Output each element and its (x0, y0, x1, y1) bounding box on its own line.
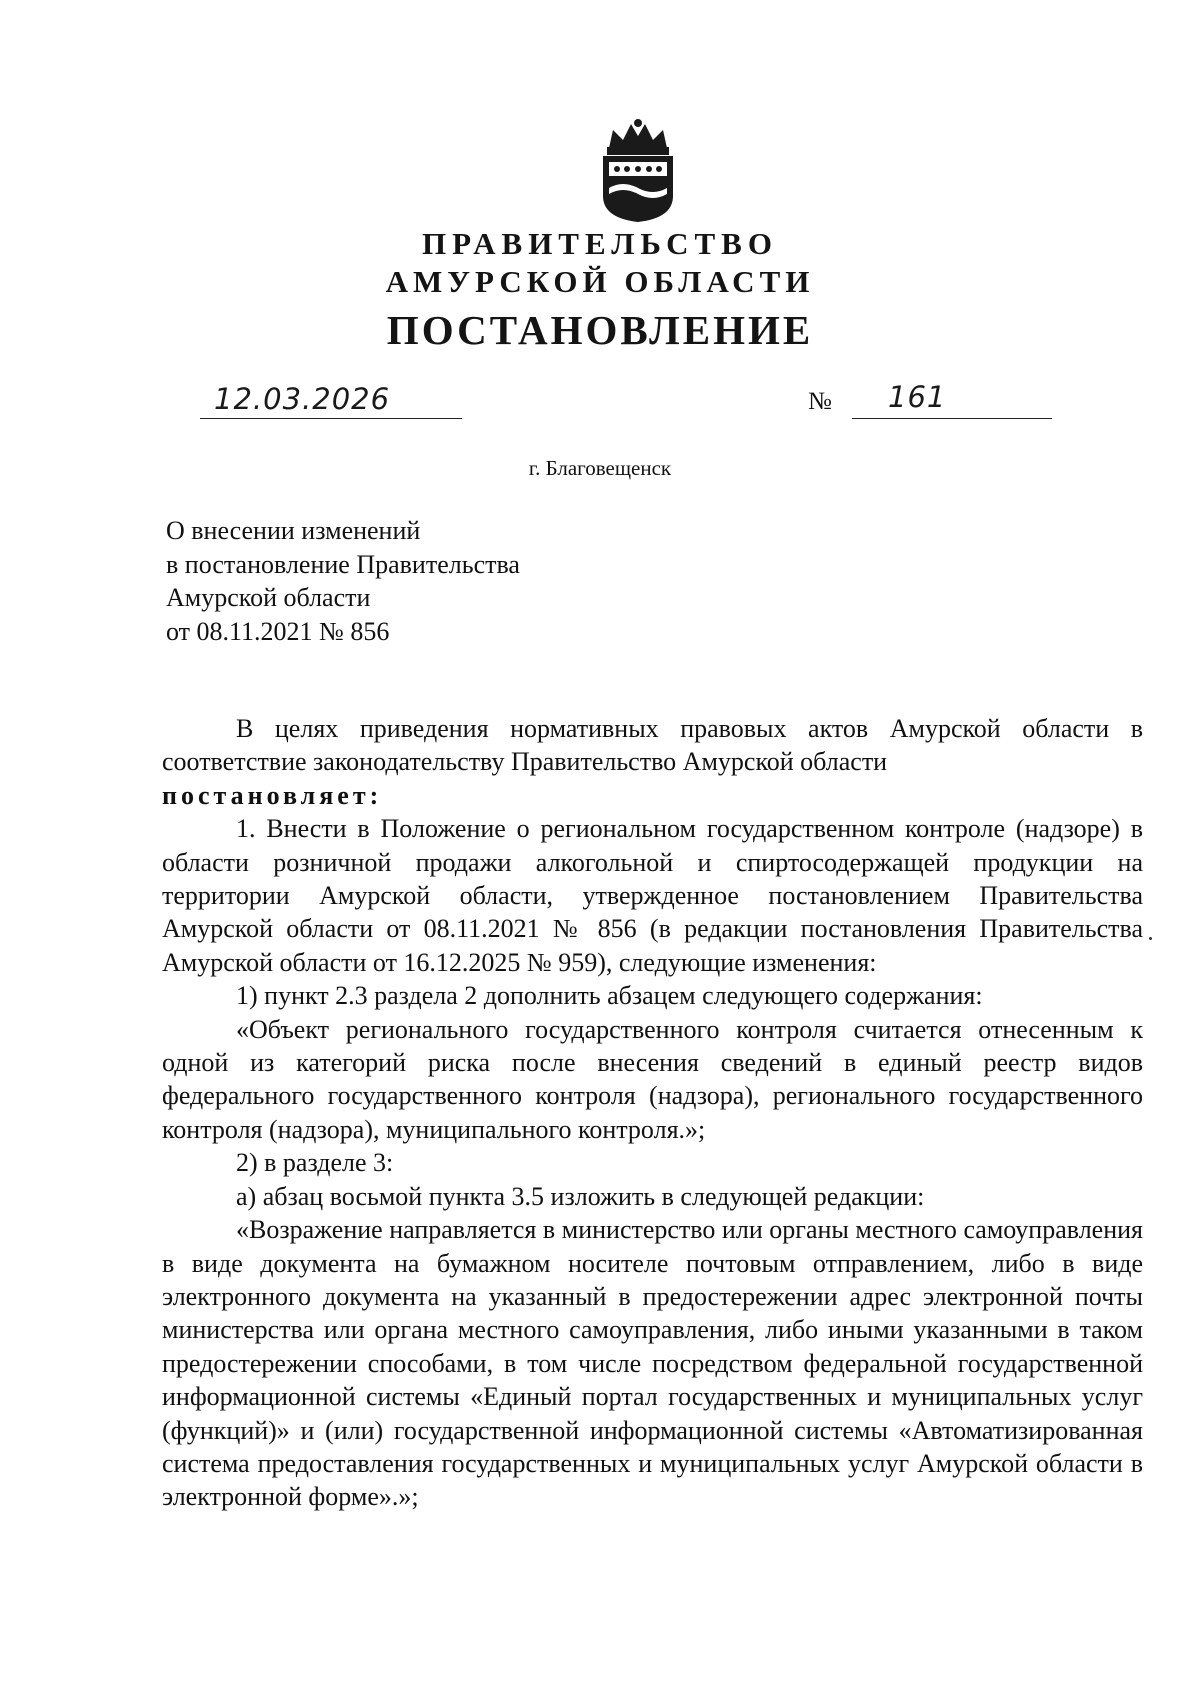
subitem-2-paragraph: 2) в разделе 3: (236, 1148, 394, 1178)
decides-word: постановляет: (162, 780, 383, 810)
subject-line: Амурской области (166, 583, 371, 612)
number-field (852, 380, 1052, 419)
quoted-addition-paragraph: «Объект регионального государственного контроля считается отнесенным к одной из категорий риска после внесения сведений в единый реестр видов федерального государственного контроля (надзора), регионального государственного контроля (надзора), муниципального контроля.»; (162, 1014, 1143, 1144)
quoted-new-wording-paragraph: «Возражение направляется в министерство или органы местного самоуправления в виде документа на бумажном носителе почтовым отправлением, либо в виде электронного документа на указанный в предостережении адрес электронной почты министерства или органа местного самоуправления, либо иными указанными в таком предостережении способами, в том числе посредством федеральной государственной информационной системы «Единый портал государственных и муниципальных услуг (функций)» и (или) государственной информационной системы «Автоматизированная система предоставления государственных и муниципальных услуг Амурской области в электронной форме».»; (162, 1215, 1143, 1512)
subject-line: от 08.11.2021 № 856 (166, 616, 390, 646)
scan-speck (1149, 937, 1152, 940)
item-1-paragraph: 1. Внести в Положение о региональном государственном контроле (надзоре) в области розничной продажи алкогольной и спиртосодержащей продукции на территории Амурской области, утвержденное постановлением Правительства Амурской области от 08.11.2021 № 856 (в редакции постановления Правительства Амурской области от 16.12.2025 № 959), следующие изменения: (162, 814, 1143, 977)
document-body (162, 712, 1143, 1514)
document-subject (166, 514, 520, 648)
number-label: № (808, 388, 832, 415)
government-name-line2: АМУРСКОЙ ОБЛАСТИ (385, 264, 815, 299)
city-name: г. Благовещенск (528, 456, 672, 480)
handwritten-date: 12.03.2026 (214, 382, 391, 416)
subitem-2a-paragraph: а) абзац восьмой пункта 3.5 изложить в следующей редакции: (236, 1181, 925, 1211)
government-name-line1: ПРАВИТЕЛЬСТВО (422, 226, 778, 261)
subject-line: О внесении изменений (166, 516, 421, 545)
handwritten-number: 161 (888, 380, 947, 414)
subject-line: в постановление Правительства (166, 549, 520, 579)
preamble-paragraph: В целях приведения нормативных правовых актов Амурской области в соответствие законодательству Правительство Амурской области (162, 714, 1143, 777)
document-type-title: ПОСТАНОВЛЕНИЕ (386, 307, 814, 353)
amur-coat-of-arms-icon (595, 118, 681, 224)
subitem-1-paragraph: 1) пункт 2.3 раздела 2 дополнить абзацем следующего содержания: (236, 981, 983, 1011)
date-field (200, 382, 462, 419)
